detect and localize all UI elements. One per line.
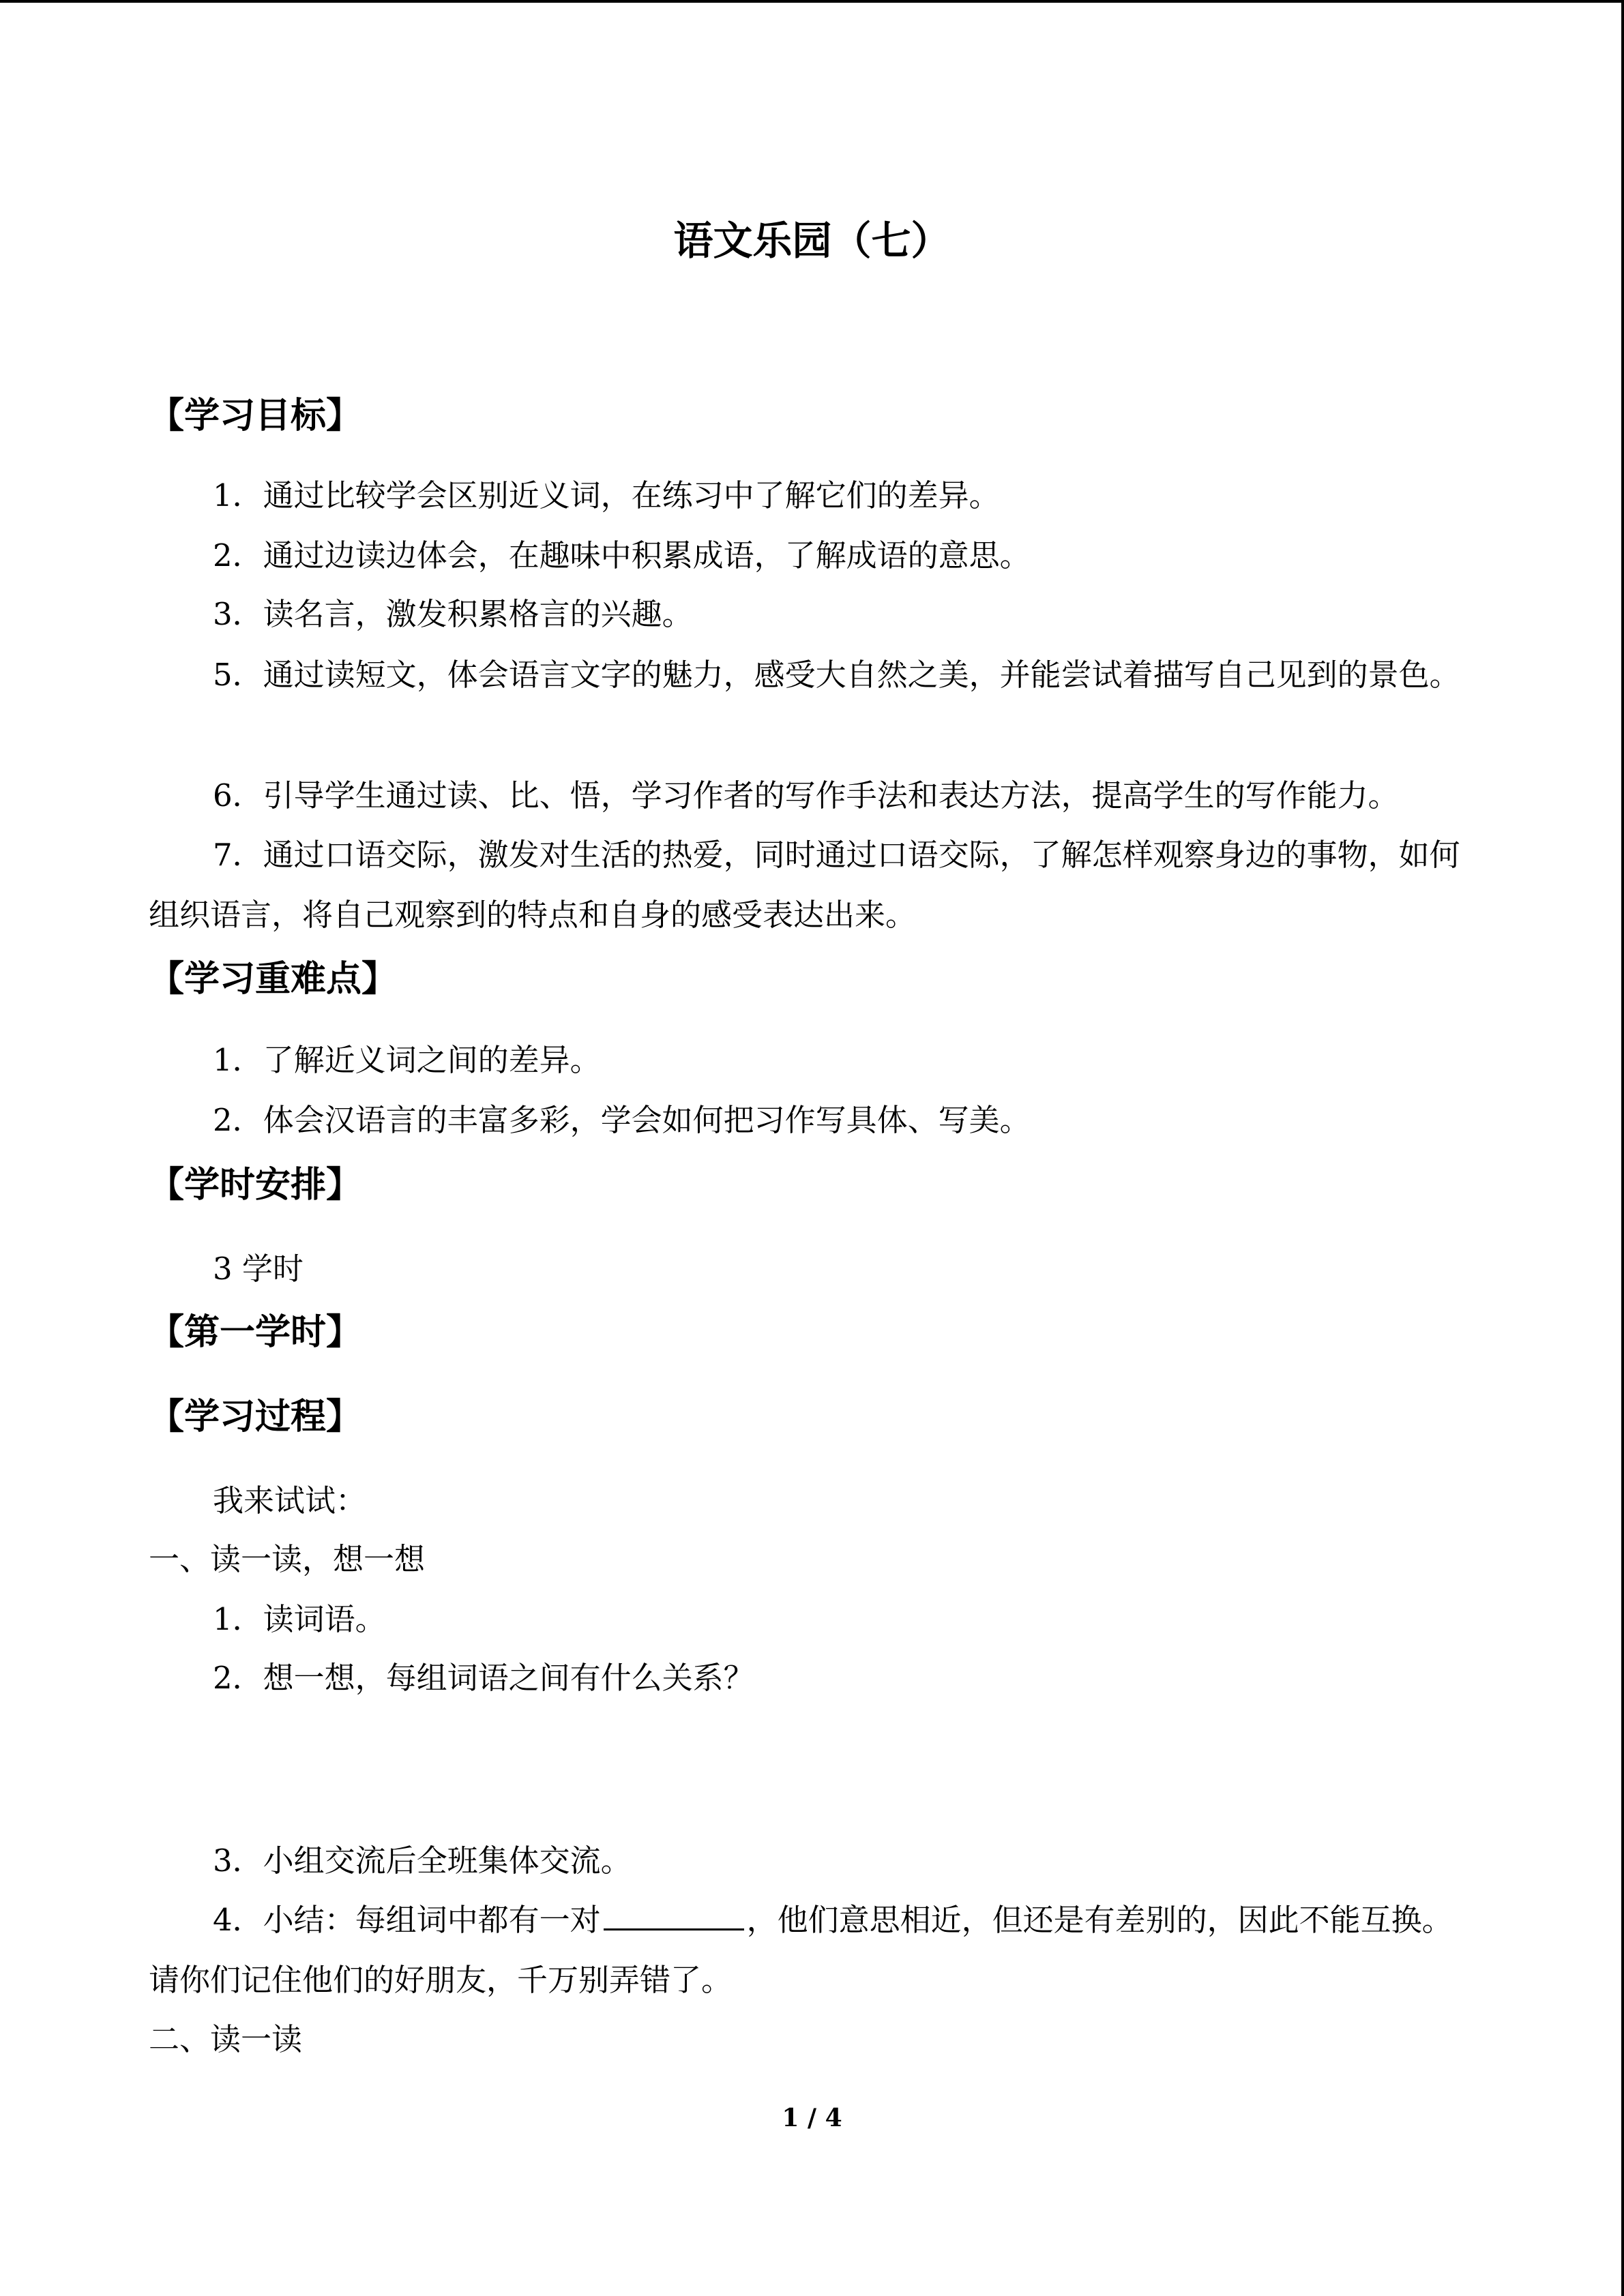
key-points-heading: 【学习重难点】 xyxy=(149,958,398,1000)
page-border-top xyxy=(0,0,1624,3)
objective-item-5: 5．通过读短文，体会语言文字的魅力，感受大自然之美，并能尝试着描写自己见到的景色。 xyxy=(213,657,1460,693)
objective-item-3: 3．读名言，激发积累格言的兴趣。 xyxy=(213,596,693,632)
part2-title: 二、读一读 xyxy=(149,2021,303,2057)
page-border-right xyxy=(1621,0,1624,2296)
schedule-text: 3 学时 xyxy=(213,1251,304,1287)
objective-item-2: 2．通过边读边体会，在趣味中积累成语，了解成语的意思。 xyxy=(213,537,1031,573)
page-title: 语文乐园（七） xyxy=(673,218,951,264)
key-point-item-2: 2．体会汉语言的丰富多彩，学会如何把习作写具体、写美。 xyxy=(213,1102,1031,1138)
key-point-item-1: 1．了解近义词之间的差异。 xyxy=(213,1042,601,1078)
process-heading: 【学习过程】 xyxy=(149,1396,362,1437)
first-period-heading: 【第一学时】 xyxy=(149,1311,362,1353)
objective-item-7: 7．通过口语交际，激发对生活的热爱，同时通过口语交际，了解怎样观察身边的事物，如何组织语言，将自己观察到的特点和自身的感受表达出来。 xyxy=(149,837,1460,933)
summary-text-after: ，他们意思相近，但还是有差别的，因此不能互换。请你们记住他们的好朋友，千万别弄错了。 xyxy=(149,1902,1453,1998)
part1-item-3: 3．小组交流后全班集体交流。 xyxy=(213,1843,632,1879)
schedule-heading: 【学时安排】 xyxy=(149,1164,362,1206)
process-intro: 我来试试： xyxy=(213,1482,367,1519)
objective-item-6: 6．引导学生通过读、比、悟，学习作者的写作手法和表达方法，提高学生的写作能力。 xyxy=(213,777,1399,814)
objective-item-1: 1．通过比较学会区别近义词，在练习中了解它们的差异。 xyxy=(213,477,1000,513)
part1-title: 一、读一读，想一想 xyxy=(149,1541,426,1577)
page-number: 1 / 4 xyxy=(782,2104,842,2132)
objectives-heading: 【学习目标】 xyxy=(149,395,362,436)
part1-item-1: 1．读词语。 xyxy=(213,1601,386,1637)
fill-in-blank xyxy=(604,1898,744,1930)
part1-item-2: 2．想一想，每组词语之间有什么关系？ xyxy=(213,1660,754,1696)
summary-paragraph xyxy=(149,1890,1475,2010)
summary-text-before: 4．小结：每组词中都有一对 xyxy=(213,1902,601,1938)
